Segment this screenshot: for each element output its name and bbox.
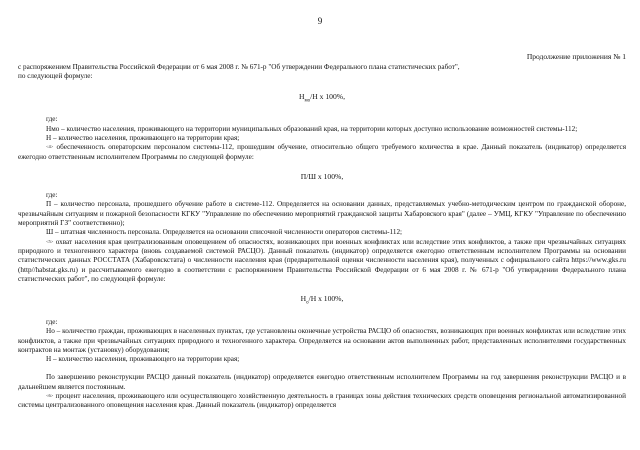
definition-nmo: Нмо – количество населения, проживающего на территории муниципальных образований края, на территории которых доступно использование возможностей системы-112; <box>46 124 578 133</box>
formula-3: $Н_о/Н$ х 100%, <box>300 294 344 306</box>
where-label-1: где: <box>46 115 58 124</box>
footnote-5-mark: <5> <box>46 238 54 244</box>
footnote-4: $^{<4>}$ обеспеченность операторским персоналом системы-112, прошедшим обучение, относительно общего требуемого количества в крае. Данный показатель (индикатор) определяется ежегодно ответственным исполнителем Программы по следующей формуле: <box>18 143 627 161</box>
document-body <box>18 63 626 411</box>
page-number: 9 <box>317 16 323 26</box>
definition-sh: Ш – штатная численность персонала. Определяется на основании списочной численности операторов системы-112; <box>46 228 403 237</box>
paragraph-rasco-completion: По завершению реконструкции РАСЦО данный показатель (индикатор) определяется ежегодно ответственным исполнителем Программы на год завершения реконструкции РАСЦО и в дальнейшем является постоянным. <box>18 373 626 391</box>
intro-paragraph <box>18 63 626 82</box>
appendix-label: Продолжение приложения № 1 <box>526 52 626 61</box>
where-label-3: где: <box>46 317 58 326</box>
formula-2: П/Ш х 100%, <box>300 171 344 181</box>
footnote-6-mark: <6> <box>46 393 54 399</box>
definition-n-2: Н – количество населения, проживающего на территории края; <box>46 355 240 364</box>
definition-no: Но – количество граждан, проживающих в населенных пунктах, где установлены оконечные устройства РАСЦО об опасностях, возникающих при военных конфликтах или вследствие этих конфликтов, а также при чрезвычайных ситуациях природного и техногенного характера. Определяется на основании актов выполненных работ, представленных исполнителями государственных контрактов на монтаж (установку) оборудования; <box>18 327 626 354</box>
intro-line-2: по следующей формуле: <box>18 72 93 81</box>
definition-p: П – количество персонала, прошедшего обучение работе в системе-112. Определяется на основании данных, представляемых учебно-методическим центром по гражданской обороне, чрезвычайным ситуациям и пожарной безопасности КГКУ "Управление по обеспечению мероприятий гражданской защиты Хабаровского края" (далее – УМЦ, КГКУ "Управление по обеспечению мероприятий ГЗ" соответственно); <box>18 200 626 228</box>
footnote-4-mark: <4> <box>46 144 54 150</box>
intro-line-1: с распоряжением Правительства Российской Федерации от 6 мая 2008 г. № 671-р "Об утверждении Федерального плана статистических работ", <box>18 63 460 71</box>
definition-n-1: Н – количество населения, проживающего на территории края; <box>46 134 240 142</box>
footnote-5: $^{<5>}$ охват населения края централизованным оповещением об опасностях, возникающих при военных конфликтах или вследствие этих конфликтов, а также при чрезвычайных ситуациях природного и техногенного характера (вновь создаваемой системой РАСЦО). Данный показатель (индикатор) определяется ежегодно ответственным исполнителем Программы на основании статистических данных РОССТАТА (Хабаровскстата) о численности населения края (предварительной оценки численности населения края), полученных с официального сайта https://www.gks.ru (http//habstat.gks.ru) и рассчитываемого ежегодно в соответствии с распоряжением Правительства Российской Федерации от 6 мая 2008 г. № 671-р "Об утверждении Федерального плана статистических работ", по следующей формуле: <box>18 237 626 283</box>
where-label-2: где: <box>46 191 58 200</box>
footnote-6: $^{<6>}$ процент населения, проживающего или осуществляющего хозяйственную деятельность в границах зоны действия технических средств оповещения региональной автоматизированной системы централизованного оповещения населения края. Данный показатель (индикатор) определяется <box>18 392 626 410</box>
formula-1: $Н_{мо}/Н$ х 100%, <box>299 91 345 104</box>
